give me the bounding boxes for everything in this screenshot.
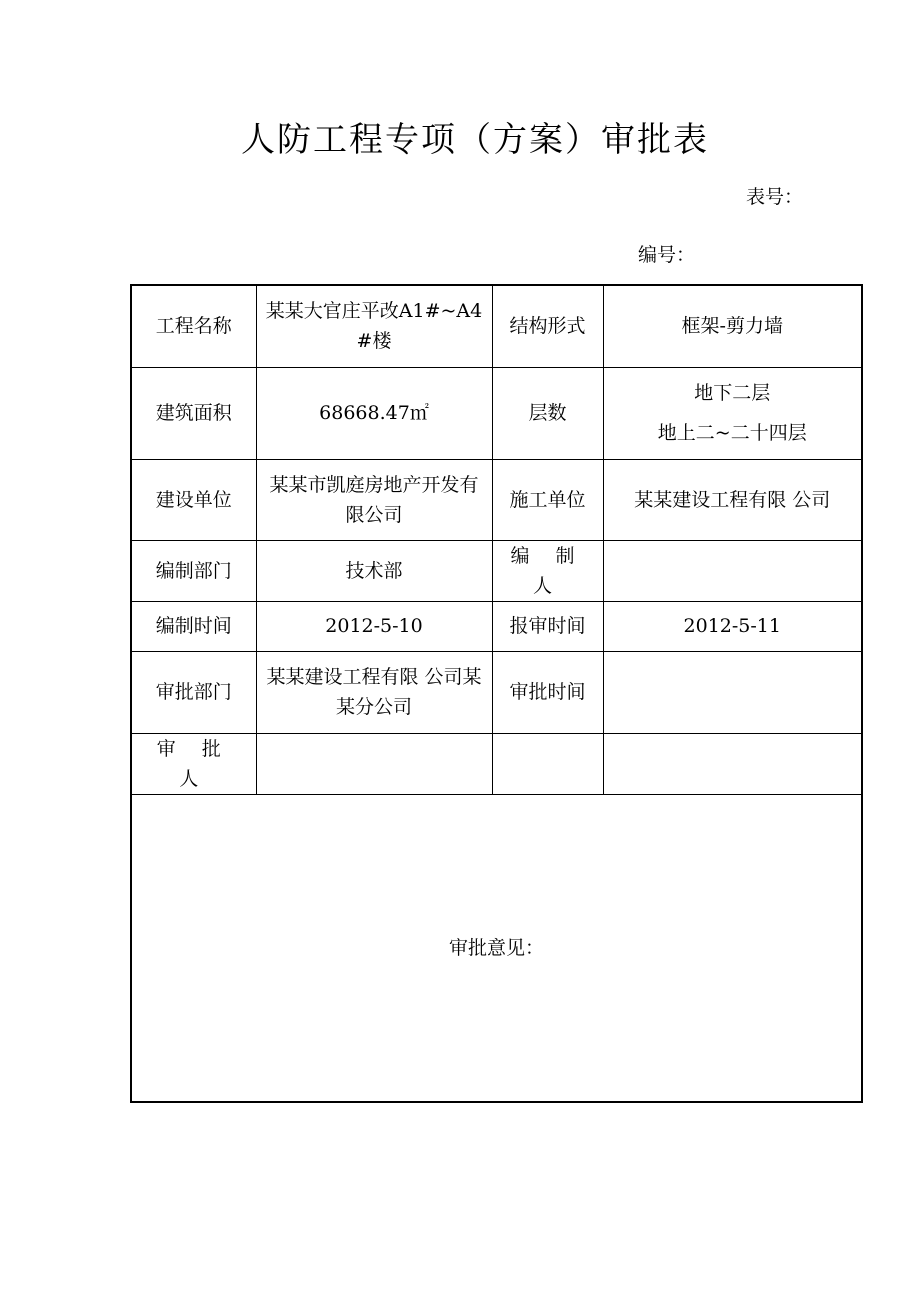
approver-value[interactable] — [256, 733, 492, 794]
approval-dept-value: 某某建设工程有限 公司某某分公司 — [256, 651, 492, 733]
empty-cell — [603, 733, 862, 794]
approval-dept-label: 审批部门 — [131, 651, 256, 733]
floors-label: 层数 — [492, 367, 603, 459]
area-label: 建筑面积 — [131, 367, 256, 459]
client-value: 某某市凯庭房地产开发有限公司 — [256, 459, 492, 540]
author-value[interactable] — [603, 540, 862, 601]
floors-value-line2: 地上二~二十四层 — [657, 422, 807, 444]
dept-value: 技术部 — [256, 540, 492, 601]
table-row — [131, 601, 862, 651]
floors-value — [603, 367, 862, 459]
project-name-value: 某某大官庄平改A1#~A4#楼 — [256, 285, 492, 367]
table-row — [131, 540, 862, 601]
floors-value-line1: 地下二层 — [694, 382, 771, 404]
approval-table — [130, 284, 863, 1103]
structure-label: 结构形式 — [492, 285, 603, 367]
compile-time-label: 编制时间 — [131, 601, 256, 651]
table-row — [131, 651, 862, 733]
submit-time-value: 2012-5-11 — [603, 601, 862, 651]
area-value: 68668.47㎡ — [256, 367, 492, 459]
empty-cell — [492, 733, 603, 794]
client-label: 建设单位 — [131, 459, 256, 540]
table-row — [131, 794, 862, 1102]
contractor-value: 某某建设工程有限 公司 — [603, 459, 862, 540]
table-row — [131, 367, 862, 459]
approver-label: 审 批 人 — [131, 733, 256, 794]
opinion-cell[interactable] — [131, 794, 862, 1102]
approval-time-label: 审批时间 — [492, 651, 603, 733]
table-number-label: 表号： — [746, 186, 804, 208]
table-row — [131, 733, 862, 794]
compile-time-value: 2012-5-10 — [256, 601, 492, 651]
author-label: 编 制 人 — [492, 540, 603, 601]
serial-number-label: 编号： — [638, 244, 696, 266]
structure-value: 框架-剪力墙 — [603, 285, 862, 367]
table-row — [131, 459, 862, 540]
table-row — [131, 285, 862, 367]
dept-label: 编制部门 — [131, 540, 256, 601]
opinion-label: 审批意见： — [448, 936, 544, 959]
project-name-label: 工程名称 — [131, 285, 256, 367]
page-title: 人防工程专项（方案）审批表 — [241, 120, 709, 160]
contractor-label: 施工单位 — [492, 459, 603, 540]
submit-time-label: 报审时间 — [492, 601, 603, 651]
approval-time-value[interactable] — [603, 651, 862, 733]
